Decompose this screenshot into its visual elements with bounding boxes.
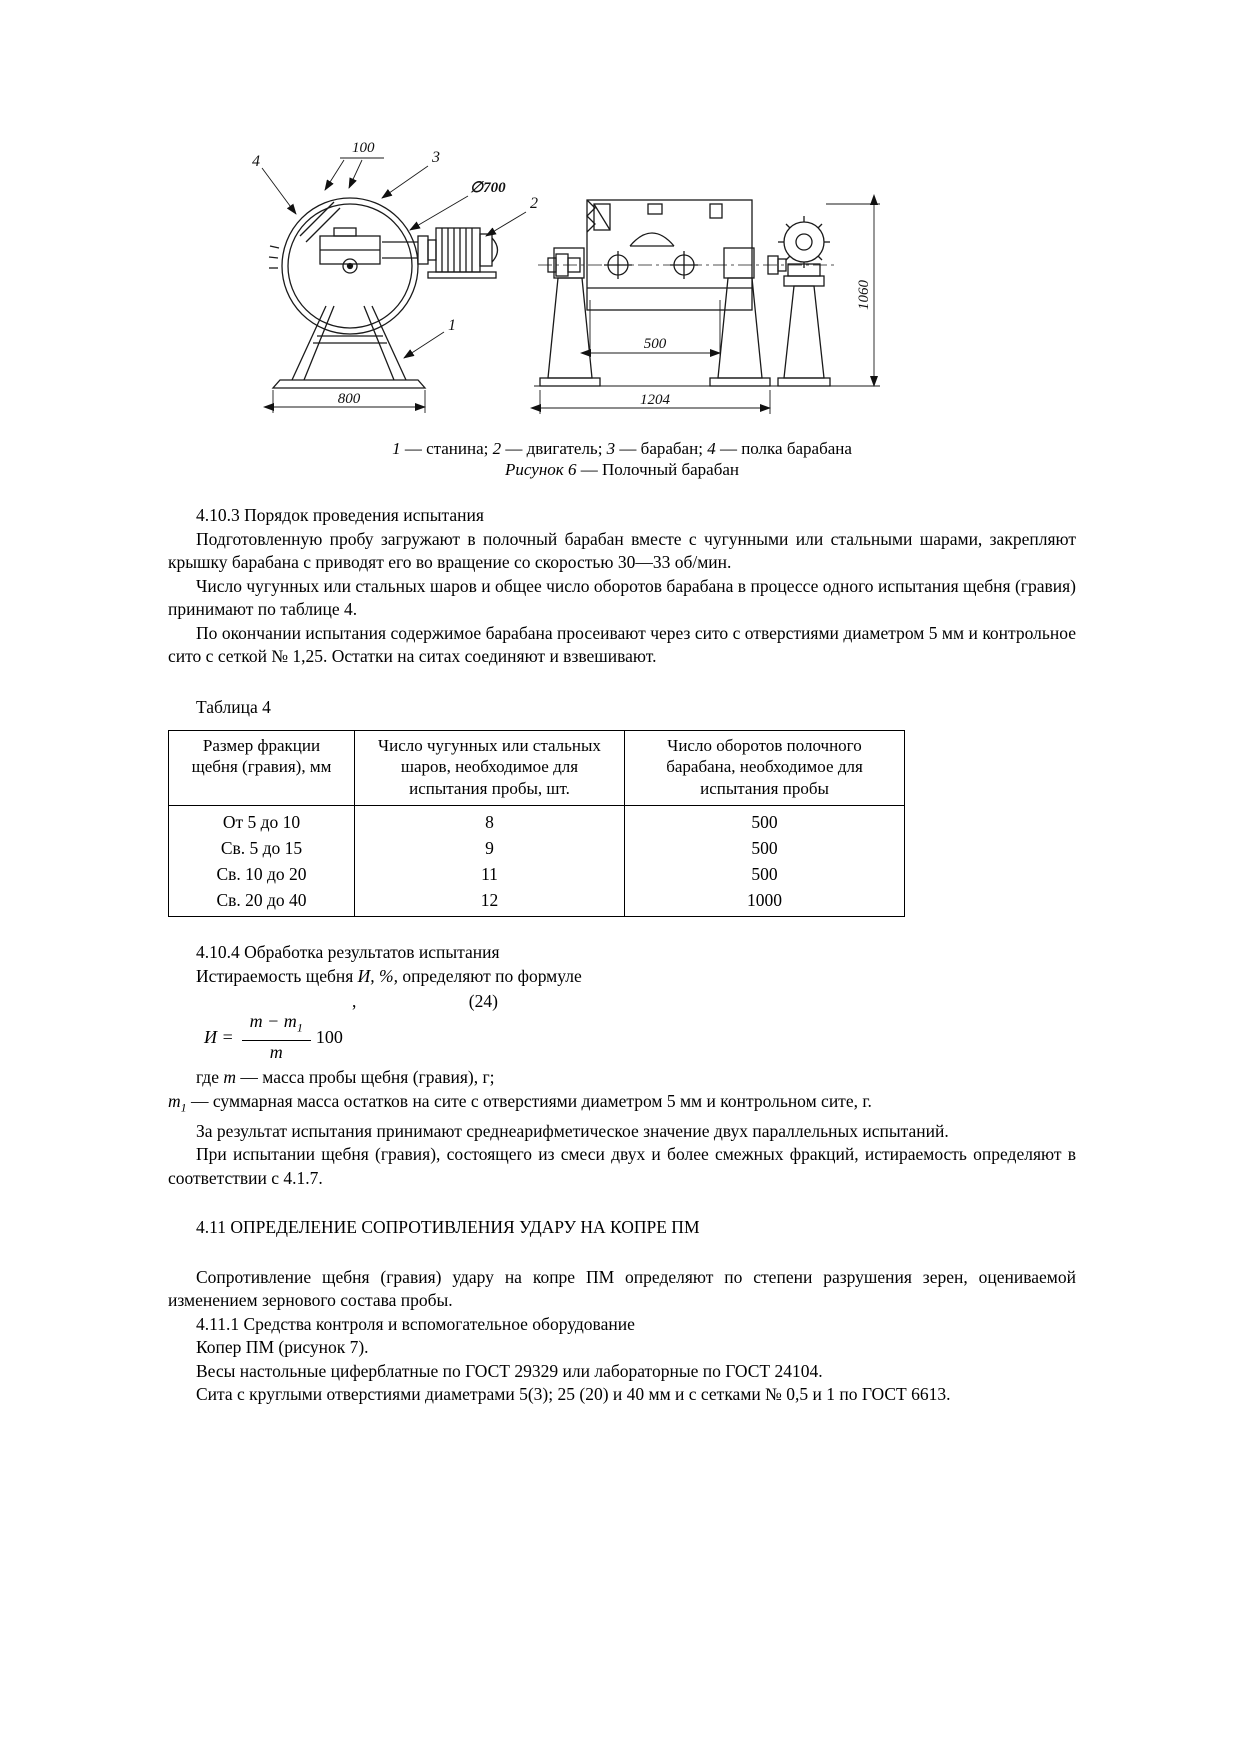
table-cell: 500: [625, 806, 905, 836]
caption-part: 1 — станина;: [392, 439, 493, 458]
paragraph: По окончании испытания содержимое барабана просеивают через сито с отверстиями диаметром 5 мм и контрольное сито с сеткой № 1,25. Остатки на ситах соединяют и взвешивают.: [168, 622, 1076, 666]
table-row: [169, 835, 905, 861]
formula-where-m1: $m_1$ — суммарная масса остатков на сите с отверстиями диаметром 5 мм и контрольном сите, г.: [168, 1090, 872, 1114]
shelf-drum-drawing: [222, 138, 922, 438]
caption-part: 2 — двигатель;: [492, 439, 607, 458]
table-cell: 12: [355, 887, 625, 917]
equation-number: (24): [468, 991, 498, 1011]
table-4: [168, 730, 905, 918]
fraction-denominator: m: [269, 1041, 283, 1062]
section-4-11-title: 4.11 ОПРЕДЕЛЕНИЕ СОПРОТИВЛЕНИЯ УДАРУ НА КОПРЕ ПМ: [196, 1217, 700, 1237]
table-cell: 1000: [625, 887, 905, 917]
dim-label-d700: ∅700: [470, 180, 506, 196]
table-cell: От 5 до 10: [169, 806, 355, 836]
section-4-11-1-title: 4.11.1 Средства контроля и вспомогательное оборудование: [196, 1313, 635, 1334]
table-cell: 500: [625, 835, 905, 861]
section-4-10-3-title: 4.10.3 Порядок проведения испытания: [196, 505, 484, 525]
paragraph: За результат испытания принимают среднеарифметическое значение двух параллельных испытаний.: [196, 1120, 949, 1141]
dim-label-500: 500: [643, 336, 667, 352]
table-cell: Св. 20 до 40: [169, 887, 355, 917]
table-header: Число чугунных или стальных шаров, необходимое для испытания пробы, шт.: [355, 730, 625, 806]
part-label-4: 4: [252, 153, 260, 170]
formula-factor: 100: [315, 1026, 343, 1047]
fraction-numerator: $m - m_1$: [242, 1012, 311, 1041]
table-cell: 11: [355, 861, 625, 887]
table-cell: 500: [625, 861, 905, 887]
formula-lhs: И =: [204, 1026, 234, 1047]
paragraph: Число чугунных или стальных шаров и общее число оборотов барабана в процессе одного испытания щебня (гравия) принимают по таблице 4.: [168, 575, 1076, 619]
figure-caption: [168, 438, 1076, 459]
paragraph: Сопротивление щебня (гравия) удару на копре ПМ определяют по степени разрушения зерен, оцениваемой изменением зернового состава пробы.: [168, 1266, 1076, 1310]
table-header: Размер фракции щебня (гравия), мм: [169, 730, 355, 806]
table-cell: Св. 5 до 15: [169, 835, 355, 861]
formula-where-m: где m — масса пробы щебня (гравия), г;: [196, 1067, 495, 1087]
side-view: [534, 200, 840, 386]
table-header-row: [169, 730, 905, 806]
part-label-1: 1: [448, 317, 456, 334]
paragraph: Копер ПМ (рисунок 7).: [196, 1337, 369, 1357]
table-row: [169, 806, 905, 836]
figure-title: Рисунок 6 — Полочный барабан: [504, 460, 740, 479]
equation-number-line: [168, 990, 1076, 1012]
dim-label-1204: 1204: [640, 392, 670, 408]
table-cell: 9: [355, 835, 625, 861]
figure-drawing: [168, 138, 1076, 438]
part-label-3: 3: [432, 149, 440, 166]
paragraph: При испытании щебня (гравия), состоящего из смеси двух и более смежных фракций, истираемость определяют в соответствии с 4.1.7.: [168, 1144, 1076, 1188]
table-title: Таблица 4: [196, 696, 271, 717]
part-label-2: 2: [530, 195, 538, 212]
table-row: [169, 861, 905, 887]
abrasion-formula: [204, 1011, 1076, 1062]
table-header: Число оборотов полочного барабана, необходимое для испытания пробы: [625, 730, 905, 806]
dim-label-1060: 1060: [856, 280, 872, 310]
formula-comma: ,: [352, 991, 357, 1011]
formula-intro: Истираемость щебня И, %, определяют по формуле: [196, 965, 582, 986]
table-cell: 8: [355, 806, 625, 836]
caption-part: 4 — полка барабана: [707, 439, 852, 458]
table-cell: Св. 10 до 20: [169, 861, 355, 887]
paragraph: Весы настольные циферблатные по ГОСТ 29329 или лабораторные по ГОСТ 24104.: [196, 1360, 823, 1381]
formula-fraction: [242, 1012, 311, 1062]
table-row: [169, 887, 905, 917]
section-4-10-4-title: 4.10.4 Обработка результатов испытания: [196, 942, 500, 962]
paragraph: Подготовленную пробу загружают в полочный барабан вместе с чугунными или стальными шарами, закрепляют крышку барабана с приводят его во вращение со скоростью 30—33 об/мин.: [168, 528, 1076, 572]
dim-label-800: 800: [337, 391, 361, 407]
paragraph: Сита с круглыми отверстиями диаметрами 5(3); 25 (20) и 40 мм и с сетками № 0,5 и 1 по ГОСТ 6613.: [196, 1384, 951, 1404]
front-view-dimensions: [262, 158, 526, 413]
caption-part: 3 — барабан;: [606, 439, 708, 458]
dim-label-100: 100: [352, 140, 375, 156]
front-view: [269, 198, 498, 388]
